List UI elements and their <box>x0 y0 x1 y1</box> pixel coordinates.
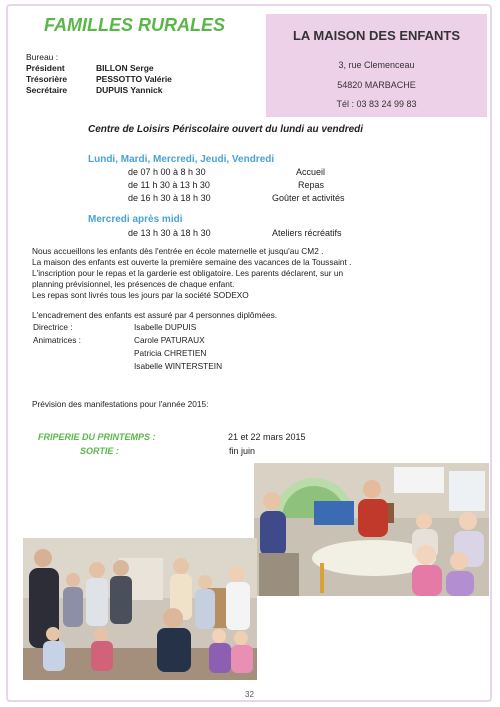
schedule-time: de 07 h 00 à 8 h 30 <box>128 167 206 177</box>
classroom-photo <box>254 463 489 596</box>
center-heading: Centre de Loisirs Périscolaire ouvert du lundi au vendredi <box>88 124 364 135</box>
info-paragraph-line: L'inscription pour le repas et la garderie est obligatoire. Les parents déclarent, sur un <box>32 268 344 278</box>
schedule-time: de 11 h 30 à 13 h 30 <box>128 180 210 190</box>
info-paragraph-line: La maison des enfants est ouverte la première semaine des vacances de la Toussaint . <box>32 257 352 267</box>
bureau-heading: Bureau : <box>26 52 59 62</box>
group-photo <box>23 538 257 680</box>
director-name: Isabelle DUPUIS <box>134 322 197 332</box>
event-date: 21 et 22 mars 2015 <box>228 432 306 442</box>
schedule-activity: Repas <box>298 180 325 190</box>
organization-title: FAMILLES RURALES <box>44 15 226 35</box>
animator-name: Isabelle WINTERSTEIN <box>134 361 223 371</box>
info-paragraph-line: Les repas sont livrés tous les jours par la société SODEXO <box>32 290 249 300</box>
events-intro: Prévision des manifestations pour l'année 2015: <box>32 399 209 409</box>
maison-box <box>266 14 487 117</box>
bureau-role: Trésorière <box>26 74 68 84</box>
event-date: fin juin <box>229 446 256 456</box>
schedule-time: de 13 h 30 à 18 h 30 <box>128 228 211 238</box>
schedule-activity: Goûter et activités <box>272 193 345 203</box>
weekdays-title: Lundi, Mardi, Mercredi, Jeudi, Vendredi <box>88 154 275 165</box>
info-paragraph-line: Nous accueillons les enfants dès l'entrée en école maternelle et jusqu'au CM2 . <box>32 246 324 256</box>
animator-name: Carole PATURAUX <box>134 335 205 345</box>
maison-title: LA MAISON DES ENFANTS <box>292 28 461 43</box>
group-photo-image <box>23 538 257 680</box>
info-paragraph-line: planning prévisionnel, les présences de chaque enfant. <box>32 279 235 289</box>
wednesday-title: Mercredi après midi <box>88 214 183 225</box>
bureau-role: Président <box>26 63 65 73</box>
event-label: SORTIE : <box>80 446 119 456</box>
maison-phone: Tél : 03 83 24 99 83 <box>336 99 417 109</box>
maison-address-street: 3, rue Clemenceau <box>338 60 415 70</box>
animator-name: Patricia CHRETIEN <box>134 348 207 358</box>
animators-label: Animatrices : <box>33 335 81 345</box>
bureau-name: DUPUIS Yannick <box>96 85 163 95</box>
bureau-name: PESSOTTO Valérie <box>96 74 172 84</box>
schedule-activity: Ateliers récréatifs <box>272 228 342 238</box>
staff-intro: L'encadrement des enfants est assuré par 4 personnes diplômées. <box>32 310 278 320</box>
schedule-time: de 16 h 30 à 18 h 30 <box>128 193 211 203</box>
page-number: 32 <box>245 690 254 699</box>
bureau-role: Secrétaire <box>26 85 68 95</box>
classroom-photo-image <box>254 463 489 596</box>
event-label: FRIPERIE DU PRINTEMPS : <box>38 432 156 442</box>
bureau-name: BILLON Serge <box>96 63 154 73</box>
schedule-activity: Accueil <box>296 167 326 177</box>
director-label: Directrice : <box>33 322 73 332</box>
maison-address-city: 54820 MARBACHE <box>337 80 416 90</box>
